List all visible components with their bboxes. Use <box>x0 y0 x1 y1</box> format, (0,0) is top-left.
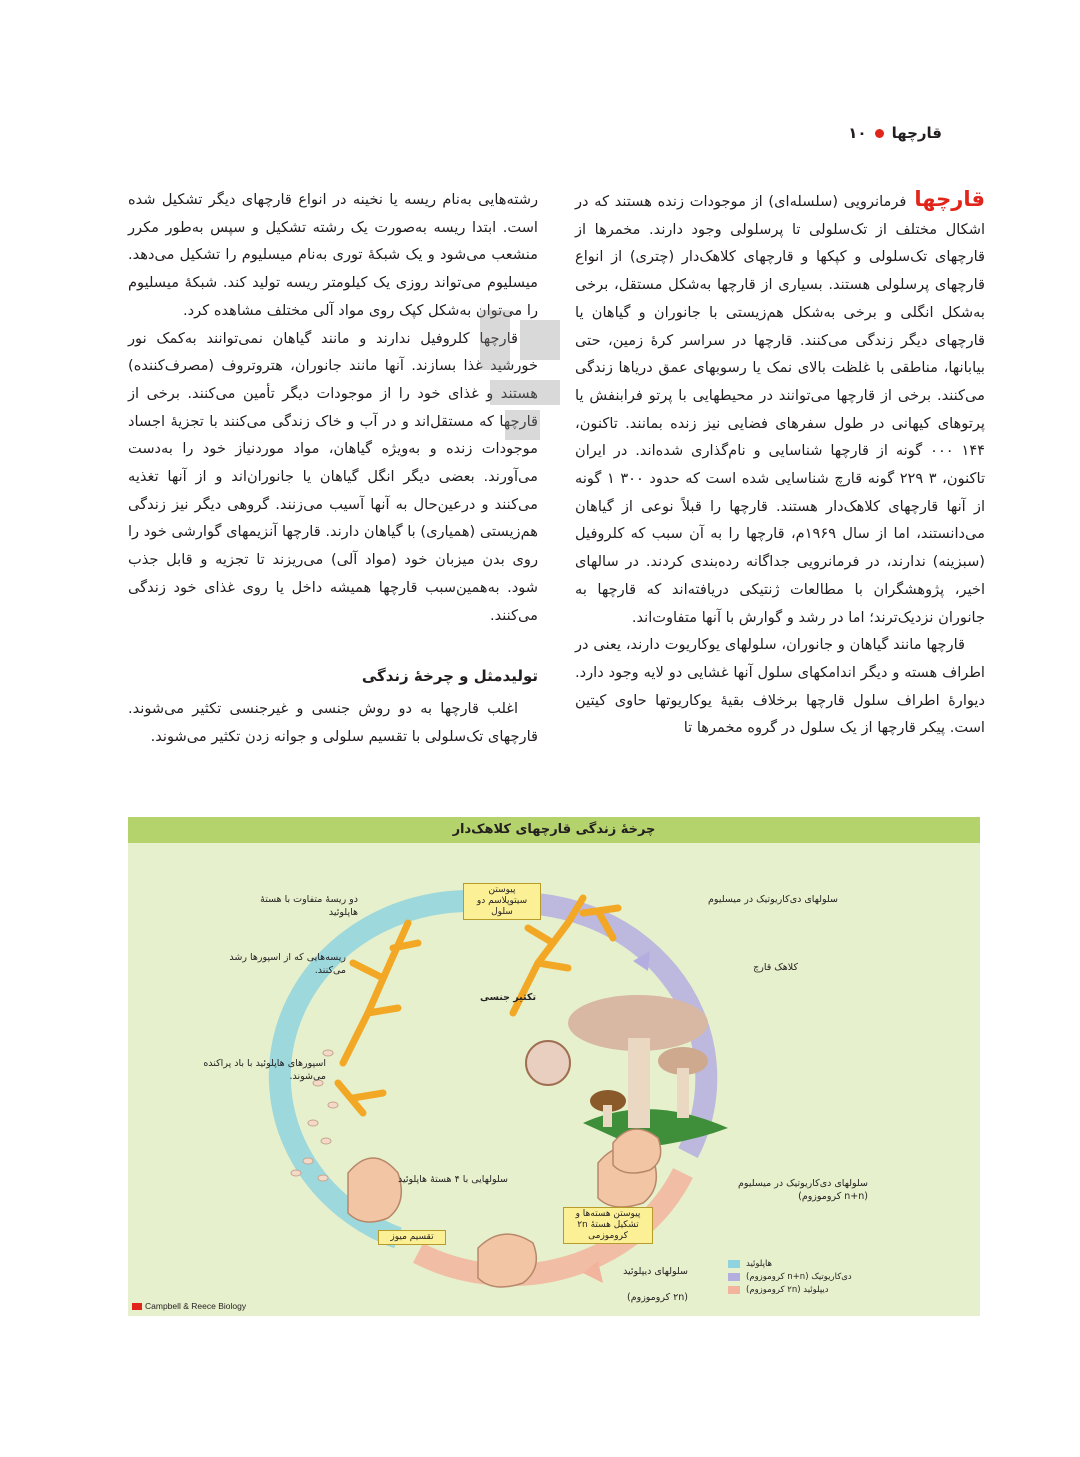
box-meiosis: تقسیم میوز <box>378 1230 446 1245</box>
paragraph <box>575 186 985 631</box>
figure-title: چرخهٔ زندگی قارچهای کلاهک‌دار <box>128 817 980 843</box>
legend-item-diploid: دیپلوئید (۲n کروموزوم) <box>728 1283 852 1296</box>
bullet-dot-icon <box>875 129 884 138</box>
text-column-left <box>128 186 538 750</box>
paragraph-text: فرمانرویی (سلسله‌ای) از موجودات زنده هستند که در اشکال مختلف از تک‌سلولی تا پرسلولی وجود دارند. مخمرها از قارچهای تک‌سلولی و کپکها و قارچهای کلاهک‌دار (چتری) از انواع قارچهای پرسلولی هستند. بسیاری از قارچها به‌شکل مستقل، برخی به‌شکل انگلی و برخی به‌شکل هم‌زیستی با جانوران و گیاهان یا قارچهای دیگر زندگی می‌کنند. قارچها در سراسر کرهٔ زمین، حتی بیابانها، مناطقی با غلظت بالای نمک یا رسوبهای عمق دریاها زندگی می‌کنند. برخی از قارچها می‌توانند در محیطهایی با پرتو فرابنفش یا پرتوهای کیهانی در طول سفرهای فضایی نیز زنده بمانند. تاکنون، ۱۴۴ ۰۰۰ گونه از قارچها شناسایی و نام‌گذاری شده‌اند. در ایران تاکنون، ۳ ۲۲۹ گونه قارچ شناسایی شده است که حدود ۳۰۰ ۱ گونه از آنها قارچهای کلاهک‌دار هستند. قارچها را قبلاً نوعی از گیاهان می‌دانستند، اما از سال ۱۹۶۹م، قارچها را به آن سبب که کلروفیل (سبزینه) ندارند، در فرمانرویی جداگانه رده‌بندی کردند. در سالهای اخیر، پژوهشگران با مطالعات ژنتیکی دریافته‌اند که قارچها به جانوران نزدیک‌ترند؛ اما در رشد و گوارش با آنها متفاوت‌اند. <box>575 193 986 626</box>
box-nuclear-fusion: پیوستن هسته‌ها و تشکیل هستهٔ ۲n کروموزمی <box>563 1207 653 1244</box>
legend-swatch <box>728 1273 740 1281</box>
label-diploid-chromosomes: (۲n کروموزوم) <box>627 1292 688 1303</box>
page-header <box>848 124 942 142</box>
section-heading: تولیدمثل و چرخهٔ زندگی <box>361 667 538 686</box>
mushroom-illustration <box>526 995 728 1148</box>
paragraph: قارچها کلروفیل ندارند و مانند گیاهان نمی‌توانند به‌کمک نور خورشید غذا بسازند. آنها مانند جانوران، هتروتروف (مصرف‌کننده) هستند و غذای خود را از موجودات دیگر تأمین می‌کنند. برخی از قارچها که مستقل‌اند و در آب و خاک زندگی می‌کنند با تجزیهٔ اجساد موجودات زنده و به‌ویژه گیاهان، مواد موردنیاز خود را به‌دست می‌آورند. بعضی دیگر انگل گیاهان یا جانوران‌اند و از آنها تغذیه می‌کنند و درعین‌حال به آنها آسیب می‌زنند. گروهی دیگر نیز زندگی هم‌زیستی (همیاری) با گیاهان دارند. قارچها آنزیمهای گوارشی خود را روی بدن میزبان خود (مواد آلی) می‌ریزند تا تجزیه و قابل جذب شود. به‌همین‌سبب قارچها همیشه داخل یا روی غذای خود زندگی می‌کنند. <box>128 329 538 624</box>
label-growing-hyphae: ریسه‌هایی که از اسپورها رشد می‌کنند. <box>229 952 346 976</box>
box-cytoplasm-fusion: پیوستن سیتوپلاسم دو سلول <box>463 883 541 920</box>
text-column-right <box>575 186 985 742</box>
paragraph: اغلب قارچها به دو روش جنسی و غیرجنسی تکثیر می‌شوند. قارچهای تک‌سلولی با تقسیم سلولی و جوانه زدن تکثیر می‌شوند. <box>128 699 538 745</box>
lead-word: قارچها <box>914 187 985 211</box>
book-icon <box>132 1303 142 1310</box>
paragraph: رشته‌هایی به‌نام ریسه یا نخینه در انواع قارچهای دیگر تشکیل شده است. ابتدا ریسه به‌صورت یک رشته تشکیل و سپس به‌طور مکرر منشعب می‌شود و یک شبکهٔ توری به‌نام میسلیوم را تشکیل می‌دهد. میسلیوم می‌تواند روزی یک کیلومتر ریسه تولید کند. شبکهٔ میسلیوم را می‌توان به‌شکل کپک روی مواد آلی مختلف مشاهده کرد. <box>128 191 538 319</box>
label-four-nuclei: سلولهایی با ۴ هستهٔ هاپلوئید <box>397 1174 508 1185</box>
chapter-title: قارچها <box>891 124 942 142</box>
paragraph: قارچها مانند گیاهان و جانوران، سلولهای یوکاریوت دارند، یعنی در اطراف هسته و دیگر اندامکهای سلول آنها غشایی دو لایه وجود دارد. دیوارهٔ اطراف سلول قارچها برخلاف بقیهٔ یوکاریوتها حاوی کیتین است. پیکر قارچها از یک سلول در گروه مخمرها تا <box>575 636 985 737</box>
legend-item-dikaryotic: دی‌کاریوتیک (n+n کروموزوم) <box>728 1270 852 1283</box>
legend-swatch <box>728 1286 740 1294</box>
label-cap: کلاهک قارچ <box>753 962 798 973</box>
page-number: ۱۰ <box>848 124 867 142</box>
legend <box>728 1257 852 1296</box>
publisher-watermark-icon <box>470 300 580 450</box>
label-dikaryotic-mycelium: سلولهای دی‌کاریوتیک در میسلیوم <box>708 894 838 905</box>
legend-swatch <box>728 1260 740 1268</box>
legend-item-haploid: هاپلوئید <box>728 1257 852 1270</box>
figure-credit: Campbell & Reece Biology <box>132 1301 246 1311</box>
label-two-hyphae: دو ریسهٔ متفاوت با هستهٔ هاپلوئید <box>260 894 358 918</box>
life-cycle-figure <box>128 817 980 1316</box>
label-sexual-reproduction: تکثیر جنسی <box>479 992 537 1003</box>
label-spores: اسپورهای هاپلوئید با باد پراکنده می‌شوند. <box>203 1058 326 1082</box>
label-diploid-cells: سلولهای دیپلوئید <box>623 1266 688 1277</box>
label-dikaryotic-cells: سلولهای دی‌کاریوتیک در میسلیوم (n+n کروموزوم) <box>738 1178 868 1202</box>
